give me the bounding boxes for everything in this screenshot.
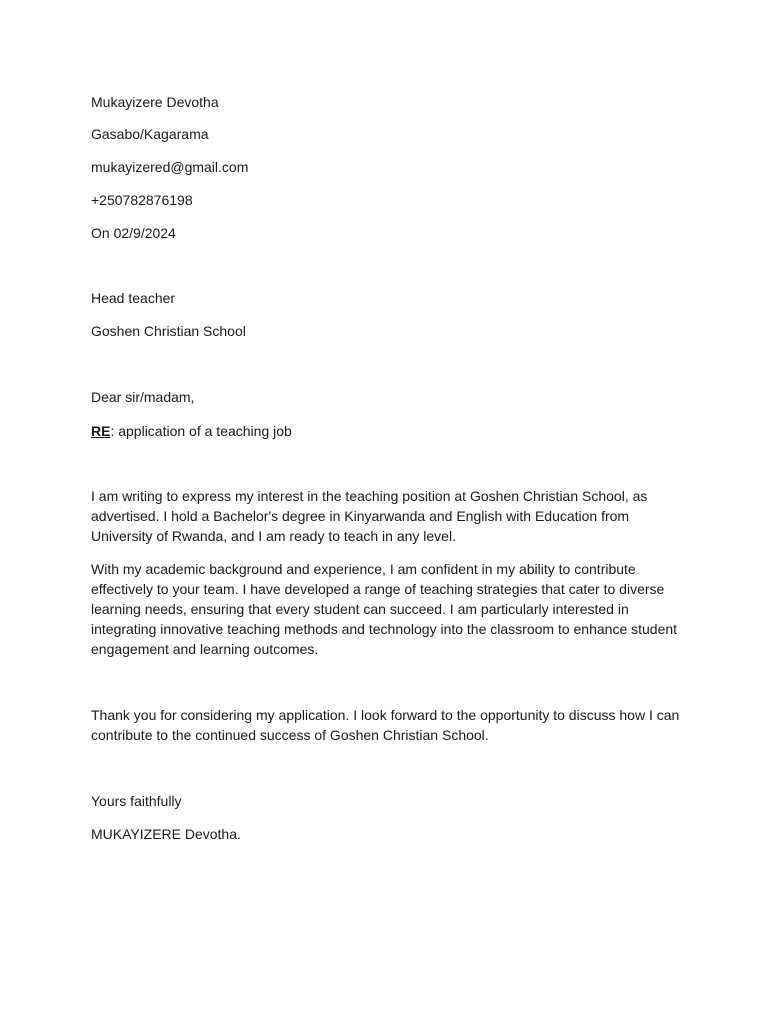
letter-date: On 02/9/2024	[91, 225, 176, 241]
sender-name: Mukayizere Devotha	[91, 94, 219, 110]
sender-address: Gasabo/Kagarama	[91, 126, 209, 142]
body-paragraph-3-line: contribute to the continued success of Goshen Christian School.	[91, 727, 489, 743]
subject-text: : application of a teaching job	[110, 423, 292, 439]
body-paragraph-3-line: Thank you for considering my application. I look forward to the opportunity to discuss how I can	[91, 707, 680, 723]
salutation: Dear sir/madam,	[91, 389, 195, 405]
body-paragraph-2-line: engagement and learning outcomes.	[91, 641, 319, 657]
body-paragraph-2-line: learning needs, ensuring that every student can succeed. I am particularly interested in	[91, 601, 629, 617]
body-paragraph-1-line: University of Rwanda, and I am ready to teach in any level.	[91, 528, 456, 544]
recipient-title: Head teacher	[91, 290, 176, 306]
recipient-school: Goshen Christian School	[91, 323, 246, 339]
subject-label: RE	[91, 423, 111, 439]
sender-phone: +250782876198	[91, 192, 193, 208]
body-paragraph-1-line: I am writing to express my interest in the teaching position at Goshen Christian School, as	[91, 488, 648, 504]
body-paragraph-2-line: effectively to your team. I have developed a range of teaching strategies that cater to diverse	[91, 581, 665, 597]
body-paragraph-2	[91, 559, 691, 659]
body-paragraph-2-line: integrating innovative teaching methods and technology into the classroom to enhance student	[91, 621, 678, 637]
body-paragraph-3	[91, 705, 691, 745]
signature: MUKAYIZERE Devotha.	[91, 826, 241, 842]
closing-phrase: Yours faithfully	[91, 793, 182, 809]
body-paragraph-2-line: With my academic background and experience, I am confident in my ability to contribute	[91, 561, 636, 577]
body-paragraph-1-line: advertised. I hold a Bachelor's degree in Kinyarwanda and English with Education from	[91, 508, 630, 524]
sender-email: mukayizered@gmail.com	[91, 159, 249, 175]
body-paragraph-1	[91, 486, 691, 546]
subject-line	[91, 421, 292, 441]
